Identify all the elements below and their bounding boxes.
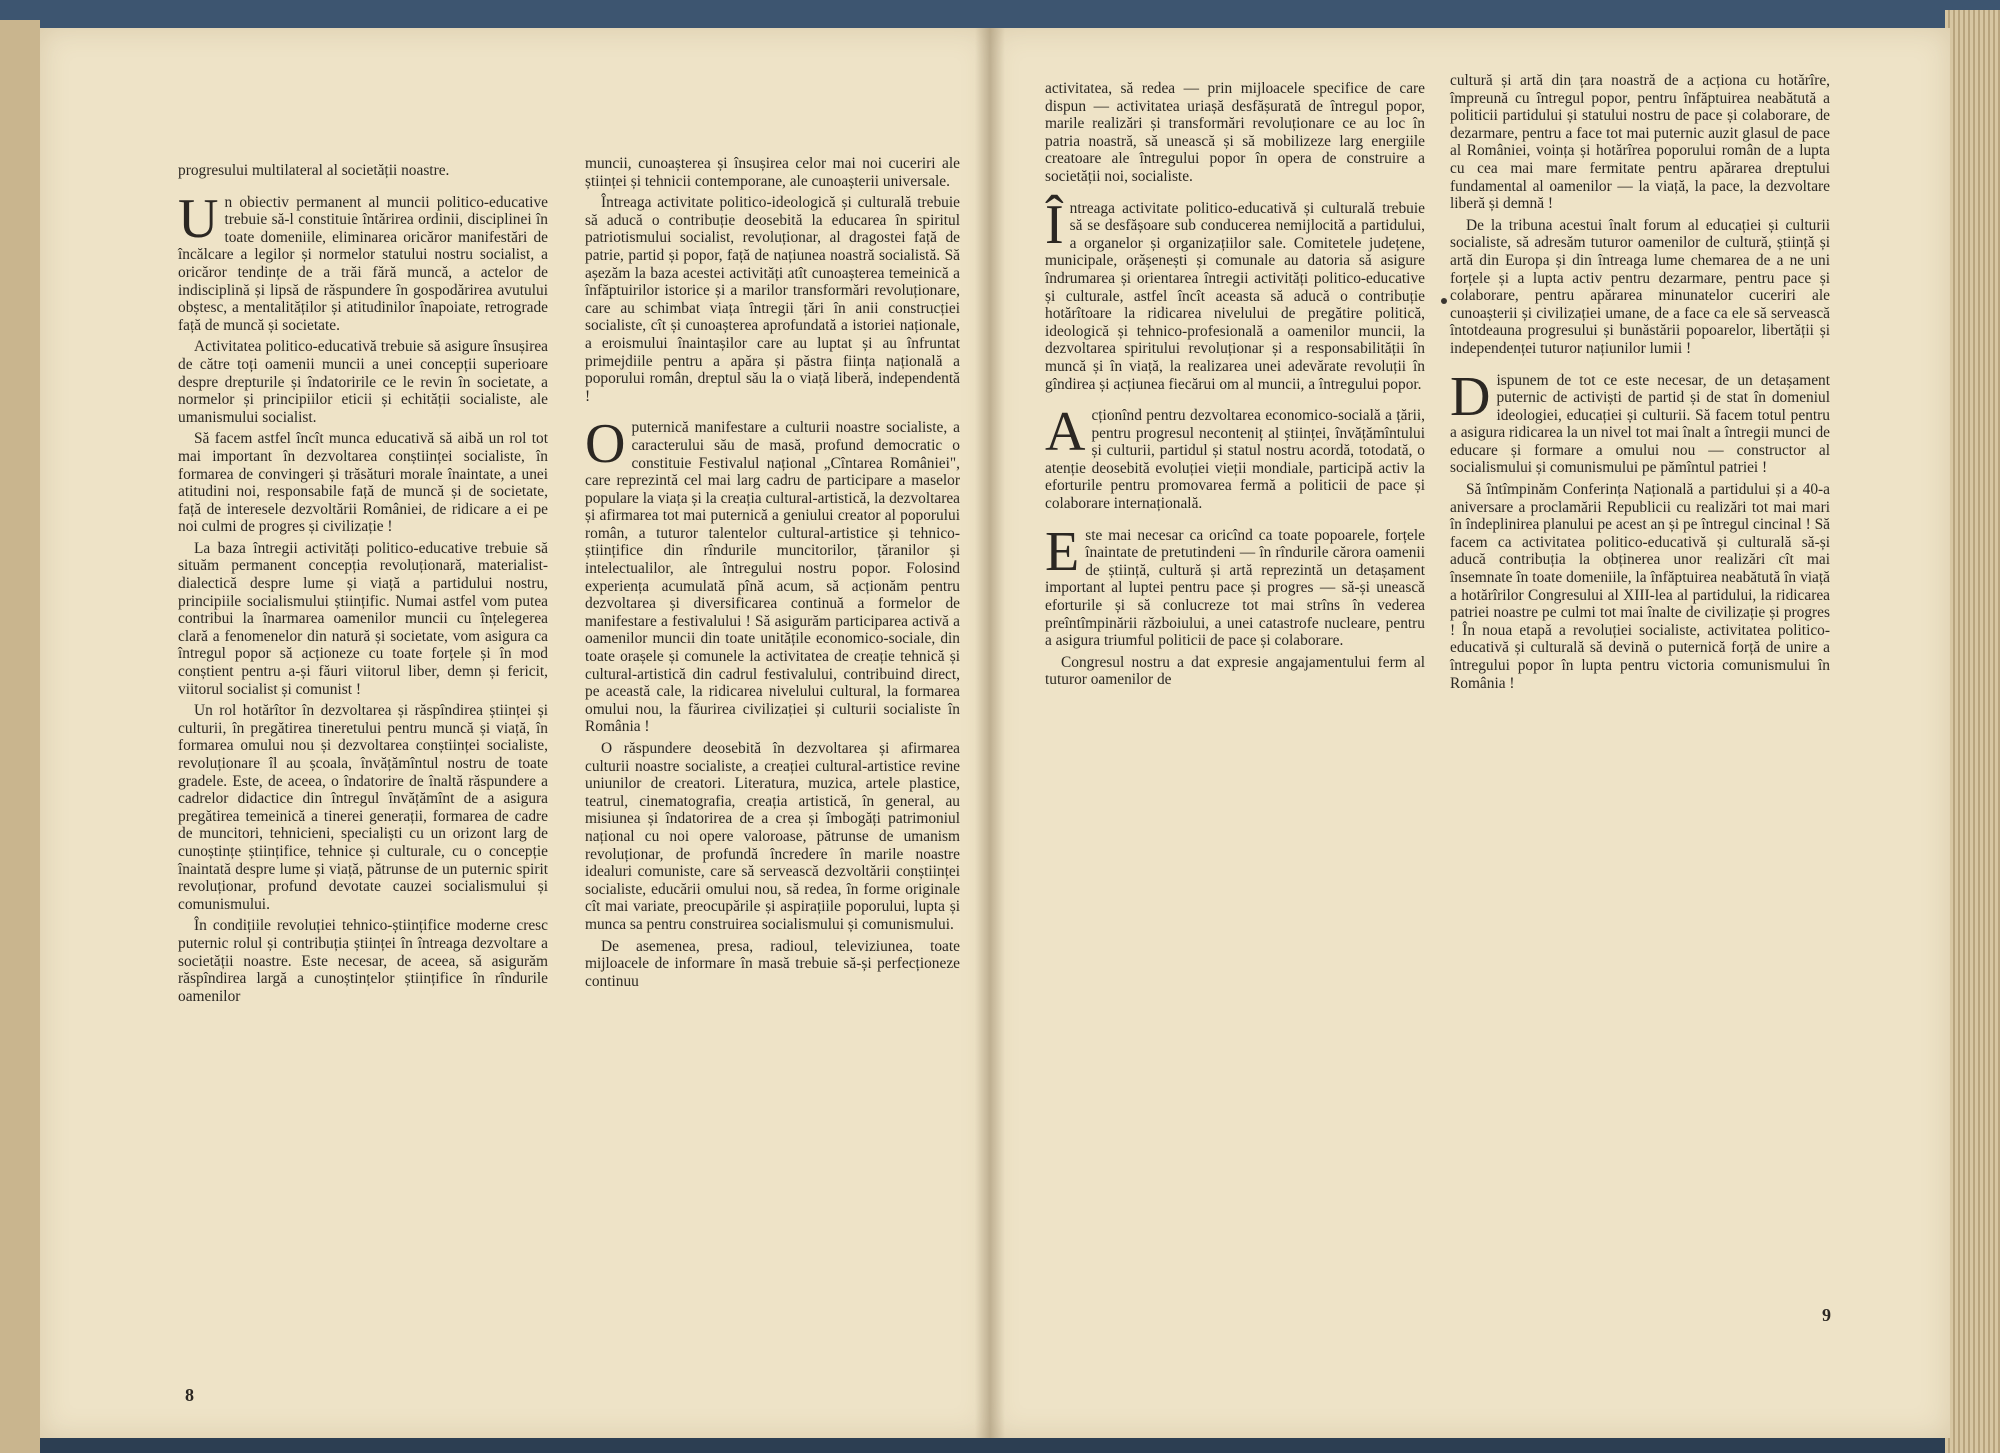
paragraph-text: activitatea, să redea — prin mijloacele specifice de care dispun — activitatea uriașă desfășurată de întregul popor, marile realizări și transformări revoluționare ce au loc în patria noastră, să unească și să mobilizeze larg energiile creatoare ale întregului popor în opera de construire a societății noi, socialiste.: [1045, 80, 1425, 185]
paragraph: [1045, 401, 1425, 513]
paragraph: [1045, 193, 1425, 394]
paragraph-text: ste mai necesar ca oricînd ca toate popoarele, forțele înaintate de pretutindeni — în rîndurile cărora oamenii de știință, cultură și artă reprezintă un detașament important al luptei pentru pace și progres — să-și unească eforturile și să conlucreze tot mai strîns în vederea preîntîmpinării războiului, a unei catastrofe nucleare, pentru a asigura triumful politicii de pace și colaborare.: [1045, 526, 1425, 650]
paragraph: [178, 338, 548, 426]
paragraph-text: muncii, cunoașterea și însușirea celor mai noi cuceriri ale științei și tehnicii contemporane, ale cunoașterii universale.: [585, 155, 960, 190]
paragraph-text: De la tribuna acestui înalt forum al educației și culturii socialiste, să adresăm tuturor oamenilor de cultură, știință și artă din Europa și din întreaga lume chemarea de a ne uni forțele și a lupta activ pentru dezarmare, pentru pace și colaborare, pentru apărarea minunatelor cuceriri ale cunoașterii și civilizației umane, de a face ca ele să servească întotdeauna progresului și bunăstării popoarelor, libertății și independenței tuturor națiunilor lumii !: [1450, 216, 1830, 357]
book-gutter: [975, 28, 1005, 1438]
drop-cap: A: [1045, 401, 1086, 464]
paragraph: [585, 155, 960, 190]
paragraph: [585, 194, 960, 405]
paragraph-text: Congresul nostru a dat expresie angajamentului ferm al tuturor oamenilor de: [1045, 653, 1425, 689]
paragraph: [585, 740, 960, 934]
paragraph: [1450, 365, 1830, 478]
paragraph-text: Să facem astfel încît munca educativă să aibă un rol tot mai important în dezvoltarea conștiinței socialiste, în formarea de convingeri și trăsături morale înaintate, a unei atitudini noi, responsabile față de muncă și de societate, față de interesele dezvoltării României, de ridicare a ei pe noi culmi de progres și civilizație !: [178, 430, 548, 536]
drop-cap: D: [1450, 365, 1491, 428]
paragraph-text: Un rol hotărîtor în dezvoltarea și răspîndirea științei și culturii, în pregătirea tineretului pentru muncă și viață, în formarea omului nou și dezvoltarea conștiinței socialiste, revoluționare îl au școala, învățămîntul nostru de toate gradele. Este, de aceea, o îndatorire de înaltă răspundere a cadrelor didactice din întregul învățămînt de a asigura pregătirea temeinică a tinerei generații, formarea de cadre de muncitori, tehnicieni, specialiști cu un orizont larg de cunoștințe științifice, tehnice și culturale, cu o concepție înaintată despre lume și viață, pătrunse de un puternic spirit revoluționar, profund devotate cauzei socialismului și comunismului.: [178, 702, 548, 913]
paragraph: [1450, 217, 1830, 358]
paragraph: [178, 917, 548, 1005]
paragraph: [1045, 520, 1425, 650]
paragraph-text: O răspundere deosebită în dezvoltarea și afirmarea culturii noastre socialiste, a creației cultural-artistice revine uniunilor de creatori. Literatura, muzica, artele plastice, teatrul, cinematografia, creația artistică, în general, au misiunea și îndatorirea de a crea și îmbogăți patrimoniul național cu noi opere valoroase, pătrunse de umanism revoluționar, de profundă încredere în marile noastre idealuri comuniste, care să servească dezvoltării conștiinței socialiste, educării omului nou, să redea, în forme originale cît mai variate, preocupările și aspirațiile poporului, lupta și munca sa pentru construirea socialismului și comunismului.: [585, 740, 960, 933]
paragraph-text: ntreaga activitate politico-educativă și culturală trebuie să se desfășoare sub conducerea nemijlocită a partidului, a organelor și organizațiilor sale. Comitetele județene, municipale, orășenești și comunale au datoria să asigure îndrumarea și orientarea întregii activități politico-educative și culturale, astfel încît aceasta să aducă o contribuție hotărîtoare la ridicarea nivelului de pregătire politică, ideologică și tehnico-profesională a oamenilor muncii, la dezvoltarea spiritului revoluționar și a responsabilității în muncă și în viață, la realizarea unei adevărate revoluții în gîndirea și acțiunea fiecărui om al muncii, a întregului popor.: [1045, 199, 1425, 393]
left-page-column-2: [585, 155, 960, 994]
paragraph: [178, 540, 548, 698]
paragraph: [178, 187, 548, 335]
margin-dot: [1441, 298, 1447, 304]
left-page-column-1: [178, 162, 548, 1009]
book-edge-left: [0, 20, 40, 1453]
paragraph-text: n obiectiv permanent al muncii politico-educative trebuie să-l constituie întărirea ordinii, disciplinei în toate domeniile, eliminarea oricăror manifestări de încălcare a legilor și normelor statului nostru socialist, a oricăror tendințe de a trăi fără muncă, a actelor de indisciplină și lipsă de răspundere în gospodărirea avutului obștesc, a mentalităților și atitudinilor înapoiate, retrograde față de muncă și societate.: [178, 193, 548, 334]
drop-cap: Î: [1045, 193, 1064, 256]
paragraph-text: Să întîmpinăm Conferința Națională a partidului și a 40-a aniversare a proclamării Republicii cu realizări tot mai mari în îndeplinirea planului pe acest an și pe întregul cincinal ! Să facem ca activitatea politico-educativă și culturală să-și aducă contribuția la obținerea unor realizări cît mai însemnate în toate domeniile, la înfăptuirea neabătută în viață a hotărîrilor Congresului al XIII-lea al partidului, la ridicarea patriei noastre pe culmi tot mai înalte de civilizație și progres ! În noua etapă a revoluției socialiste, activitatea politico-educativă și culturală să devină o puternică forță de unire a întregului popor în lupta pentru victoria comunismului în România !: [1450, 481, 1830, 692]
paragraph: [178, 430, 548, 536]
paragraph-text: Întreaga activitate politico-ideologică și culturală trebuie să aducă o contribuție deosebită la educarea în spiritul patriotismului socialist, revoluționar, al dragostei față de patrie, partid și popor, față de națiunea noastră socialistă. Să așezăm la baza acestei activități atît cunoașterea temeinică a înfăptuirilor istorice și a marilor transformări revoluționare, care au schimbat viața întregii țări în anii construcției socialiste, cît și cunoașterea aprofundată a istoriei naționale, a eroismului înaintașilor care au luptat și au înfruntat primejdiile pentru a apăra și păstra ființa națională a poporului român, dreptul său la o viață liberă, independentă !: [585, 194, 960, 405]
right-page-column-1: [1045, 80, 1425, 693]
paragraph-text: cționînd pentru dezvoltarea economico-socială a țării, pentru progresul neconteniț al științei, învățămîntului și culturii, partidul și statul nostru acordă, totodată, o atenție deosebită evoluției vieții mondiale, participă activ la eforturile pentru promovarea fermă a politicii de pace și colaborare internațională.: [1045, 407, 1425, 513]
paragraph: [178, 162, 548, 180]
paragraph-text: progresului multilateral al societății noastre.: [178, 162, 450, 179]
paragraph-text: Activitatea politico-educativă trebuie să asigure însușirea de către toți oamenii muncii a unei concepții superioare despre drepturile și îndatoririle ce le revin în societate, a normelor și principiilor eticii și echității socialiste, ale umanismului socialist.: [178, 338, 548, 426]
paragraph-text: cultură și artă din țara noastră de a acționa cu hotărîre, împreună cu întregul popor, pentru înfăptuirea neabătută a politicii partidului și statului nostru de pace și colaborare, de dezarmare, pentru a face tot mai puternic auzit glasul de pace al României, voința și hotărîrea poporului român de a lupta cu cea mai mare fermitate pentru apărarea dreptului fundamental al oamenilor — la viață, la pace, la dezvoltare liberă și demnă !: [1450, 72, 1830, 213]
paragraph: [1450, 72, 1830, 213]
drop-cap: U: [178, 187, 219, 250]
page-stack-edge: [1945, 10, 2000, 1453]
paragraph-text: În condițiile revoluției tehnico-științifice moderne cresc puternic rolul și contribuția științei în întreaga dezvoltare a societății noastre. Este necesar, de aceea, să asigurăm răspîndirea largă a cunoștințelor științifice în rîndurile oamenilor: [178, 917, 548, 1005]
paragraph: [1450, 481, 1830, 692]
paragraph: [585, 938, 960, 991]
drop-cap: E: [1045, 520, 1080, 583]
paragraph: [178, 702, 548, 913]
page-number-right: 9: [1822, 1305, 1831, 1325]
paragraph-text: puternică manifestare a culturii noastre socialiste, a caracterului său de masă, profund democratic o constituie Festivalul național „Cîntarea României", care reprezintă cel mai larg cadru de participare a maselor populare la viața și la creația cultural-artistică, la dezvoltarea și afirmarea tot mai puternică a geniului creator al poporului român, a tuturor talentelor cultural-artistice și tehnico-științifice din rîndurile muncitorilor, țăranilor și intelectualilor, ale întregului nostru popor. Folosind experiența acumulată pînă acum, să acționăm pentru dezvoltarea și diversificarea continuă a formelor de manifestare a festivalului ! Să asigurăm participarea activă a oamenilor muncii din toate unitățile economico-sociale, din toate orașele și comunele la activitatea de creație tehnică și cultural-artistică din cadrul festivalului, contribuind direct, pe această cale, la ridicarea nivelului cultural, la formarea omului nou, la făurirea civilizației și culturii socialiste în România !: [585, 419, 960, 736]
paragraph-text: ispunem de tot ce este necesar, de un detașament puternic de activiști de partid și de stat în domeniul ideologiei, educației și culturii. Să facem totul pentru a asigura ridicarea la un nivel tot mai înalt a întregii munci de educare și formare a omului nou — constructor al socialismului și comunismului pe pămîntul patriei !: [1450, 371, 1830, 477]
drop-cap: O: [585, 413, 626, 476]
paragraph: [1045, 654, 1425, 689]
page-number-left: 8: [185, 1385, 194, 1405]
paragraph-text: La baza întregii activități politico-educative trebuie să situăm permanent concepția revoluționară, materialist-dialectică despre lume și viață a partidului nostru, principiile socialismului științific. Numai astfel vom putea contribui la înarmarea oamenilor muncii cu înțelegerea clară a fenomenelor din natură și societate, vom asigura ca întregul popor să acționeze cu toate forțele și în mod conștient pentru a-și făuri viitorul liber, demn și fericit, viitorul socialist și comunist !: [178, 539, 548, 698]
paragraph-text: De asemenea, presa, radioul, televiziunea, toate mijloacele de informare în masă trebuie să-și perfecționeze continuu: [585, 937, 960, 990]
paragraph: [1045, 80, 1425, 186]
paragraph: [585, 413, 960, 736]
right-page-column-2: [1450, 72, 1830, 696]
